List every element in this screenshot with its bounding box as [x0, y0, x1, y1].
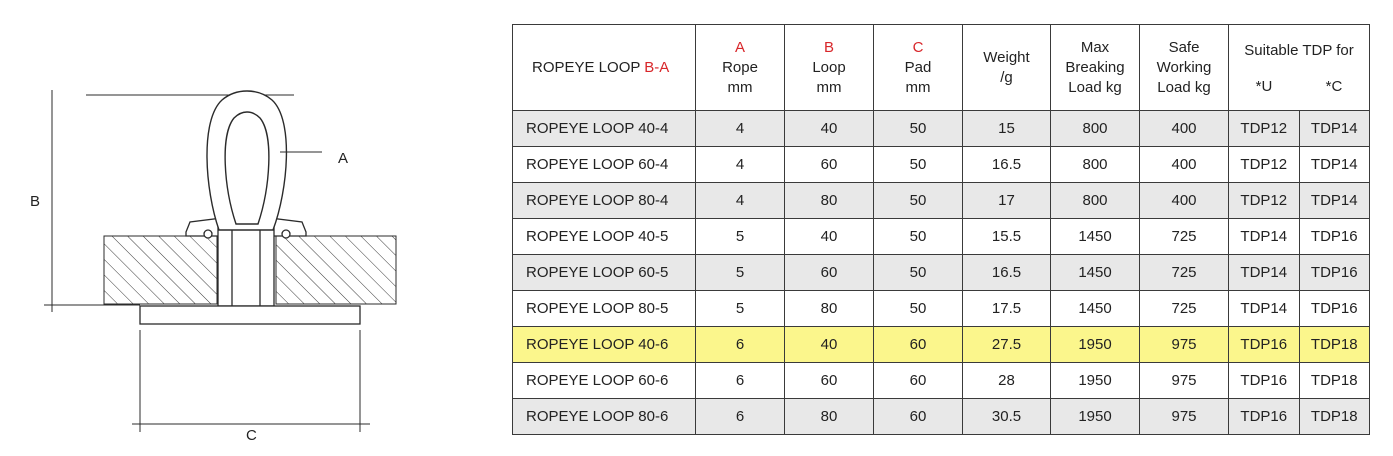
cell-rope: 5 [696, 255, 785, 291]
cell-name: ROPEYE LOOP 80-6 [513, 399, 696, 435]
header-mbl-line3: Load kg [1068, 78, 1122, 96]
base-pad [140, 306, 360, 324]
cell-tdp-u: TDP14 [1229, 255, 1300, 290]
cell-mbl: 1950 [1051, 363, 1140, 399]
cell-name: ROPEYE LOOP 60-6 [513, 363, 696, 399]
header-tdp-u: *U [1255, 77, 1273, 95]
table-row [513, 219, 1370, 255]
header-rope-line1: Rope [722, 58, 758, 76]
table-row [513, 147, 1370, 183]
cell-pad: 60 [874, 363, 963, 399]
cell-swl: 400 [1140, 183, 1229, 219]
cell-weight: 17.5 [963, 291, 1051, 327]
cell-weight: 16.5 [963, 255, 1051, 291]
cell-tdp [1229, 111, 1370, 147]
cell-pad: 60 [874, 327, 963, 363]
header-swl-line2: Working [1156, 58, 1212, 76]
cell-swl: 400 [1140, 111, 1229, 147]
cell-rope: 5 [696, 219, 785, 255]
cell-weight: 15.5 [963, 219, 1051, 255]
cell-rope: 4 [696, 111, 785, 147]
header-pad [874, 25, 963, 111]
cell-pad: 60 [874, 399, 963, 435]
cell-name: ROPEYE LOOP 60-4 [513, 147, 696, 183]
cell-pad: 50 [874, 111, 963, 147]
cell-rope: 6 [696, 399, 785, 435]
header-name-text: ROPEYE LOOP [532, 58, 645, 76]
cell-rope: 5 [696, 291, 785, 327]
cell-name: ROPEYE LOOP 40-6 [513, 327, 696, 363]
cell-tdp [1229, 219, 1370, 255]
cell-swl: 725 [1140, 291, 1229, 327]
cell-tdp-u: TDP16 [1229, 363, 1300, 398]
cell-tdp-c: TDP16 [1310, 228, 1358, 245]
cell-tdp-u: TDP12 [1229, 183, 1300, 218]
header-mbl-line1: Max [1080, 38, 1110, 56]
cell-tdp-c: TDP18 [1310, 336, 1358, 353]
cell-tdp [1229, 291, 1370, 327]
loop-shaft [218, 222, 274, 306]
cell-tdp-u: TDP16 [1229, 327, 1300, 362]
cell-swl: 975 [1140, 327, 1229, 363]
cell-mbl: 1450 [1051, 291, 1140, 327]
cell-pad: 50 [874, 183, 963, 219]
ropeye-spec-table [512, 24, 1370, 435]
cell-swl: 400 [1140, 147, 1229, 183]
header-tdp-c: *C [1325, 77, 1343, 95]
cell-tdp-c: TDP18 [1310, 408, 1358, 425]
cell-tdp-c: TDP14 [1310, 156, 1358, 173]
table-row [513, 255, 1370, 291]
table-row [513, 111, 1370, 147]
header-weight [963, 25, 1051, 111]
header-mbl-line2: Breaking [1065, 58, 1125, 76]
cell-loop: 80 [785, 291, 874, 327]
header-swl [1140, 25, 1229, 111]
cell-weight: 15 [963, 111, 1051, 147]
cell-name: ROPEYE LOOP 60-5 [513, 255, 696, 291]
header-rope [696, 25, 785, 111]
header-loop [785, 25, 874, 111]
cell-pad: 50 [874, 147, 963, 183]
cell-mbl: 1450 [1051, 219, 1140, 255]
cell-loop: 40 [785, 327, 874, 363]
cell-mbl: 800 [1051, 111, 1140, 147]
dimension-a-label: A [338, 150, 349, 167]
cell-weight: 28 [963, 363, 1051, 399]
cell-rope: 4 [696, 183, 785, 219]
cell-tdp [1229, 147, 1370, 183]
cell-tdp-u: TDP14 [1229, 291, 1300, 326]
header-weight-line1: Weight [983, 48, 1030, 66]
cell-weight: 27.5 [963, 327, 1051, 363]
cell-tdp [1229, 399, 1370, 435]
cell-rope: 4 [696, 147, 785, 183]
cell-tdp-u: TDP16 [1229, 399, 1300, 434]
cell-tdp [1229, 363, 1370, 399]
cell-name: ROPEYE LOOP 80-4 [513, 183, 696, 219]
cell-swl: 975 [1140, 363, 1229, 399]
dimension-c [132, 330, 370, 432]
header-pad-letter: C [912, 38, 924, 56]
cell-loop: 60 [785, 147, 874, 183]
cell-name: ROPEYE LOOP 80-5 [513, 291, 696, 327]
cell-weight: 17 [963, 183, 1051, 219]
cell-tdp-u: TDP14 [1229, 219, 1300, 254]
table-row [513, 363, 1370, 399]
header-loop-line2: mm [816, 78, 842, 96]
table-row [513, 291, 1370, 327]
header-mbl [1051, 25, 1140, 111]
cell-rope: 6 [696, 363, 785, 399]
dimension-b-label: B [30, 193, 41, 210]
header-name-suffix: B-A [644, 58, 670, 76]
header-swl-line3: Load kg [1157, 78, 1211, 96]
cell-tdp-u: TDP12 [1229, 147, 1300, 182]
cell-tdp-c: TDP16 [1310, 264, 1358, 281]
cell-mbl: 1450 [1051, 255, 1140, 291]
cell-tdp-c: TDP14 [1310, 120, 1358, 137]
cell-tdp-c: TDP14 [1310, 192, 1358, 209]
cell-loop: 80 [785, 399, 874, 435]
header-rope-letter: A [734, 38, 745, 56]
cell-weight: 30.5 [963, 399, 1051, 435]
table-row [513, 399, 1370, 435]
header-weight-line2: /g [1000, 68, 1013, 86]
cell-swl: 975 [1140, 399, 1229, 435]
header-swl-line1: Safe [1168, 38, 1200, 56]
cell-tdp [1229, 327, 1370, 363]
cell-mbl: 800 [1051, 183, 1140, 219]
cell-tdp-c: TDP18 [1310, 372, 1358, 389]
cell-mbl: 1950 [1051, 327, 1140, 363]
header-pad-line1: Pad [904, 58, 932, 76]
cell-name: ROPEYE LOOP 40-4 [513, 111, 696, 147]
rope-loop [207, 91, 286, 230]
cell-rope: 6 [696, 327, 785, 363]
header-tdp [1229, 25, 1370, 111]
cell-pad: 50 [874, 291, 963, 327]
cell-tdp [1229, 255, 1370, 291]
ropeye-loop-diagram [0, 0, 500, 456]
cell-tdp-u: TDP12 [1229, 111, 1300, 146]
cell-swl: 725 [1140, 219, 1229, 255]
cell-mbl: 800 [1051, 147, 1140, 183]
cell-pad: 50 [874, 219, 963, 255]
table-body [513, 111, 1370, 435]
table-header-row [513, 25, 1370, 111]
cell-weight: 16.5 [963, 147, 1051, 183]
cell-pad: 50 [874, 255, 963, 291]
dimension-c-label: C [246, 427, 257, 444]
table-row [513, 327, 1370, 363]
cell-loop: 60 [785, 255, 874, 291]
header-pad-line2: mm [905, 78, 931, 96]
table-row [513, 183, 1370, 219]
cell-name: ROPEYE LOOP 40-5 [513, 219, 696, 255]
cell-swl: 725 [1140, 255, 1229, 291]
cell-loop: 60 [785, 363, 874, 399]
cell-loop: 80 [785, 183, 874, 219]
header-loop-letter: B [823, 38, 834, 56]
cell-loop: 40 [785, 111, 874, 147]
cell-tdp-c: TDP16 [1310, 300, 1358, 317]
header-loop-line1: Loop [812, 58, 846, 76]
header-tdp-title: Suitable TDP for [1244, 41, 1354, 59]
cell-tdp [1229, 183, 1370, 219]
header-rope-line2: mm [727, 78, 753, 96]
cell-loop: 40 [785, 219, 874, 255]
cell-mbl: 1950 [1051, 399, 1140, 435]
header-name [513, 25, 696, 111]
